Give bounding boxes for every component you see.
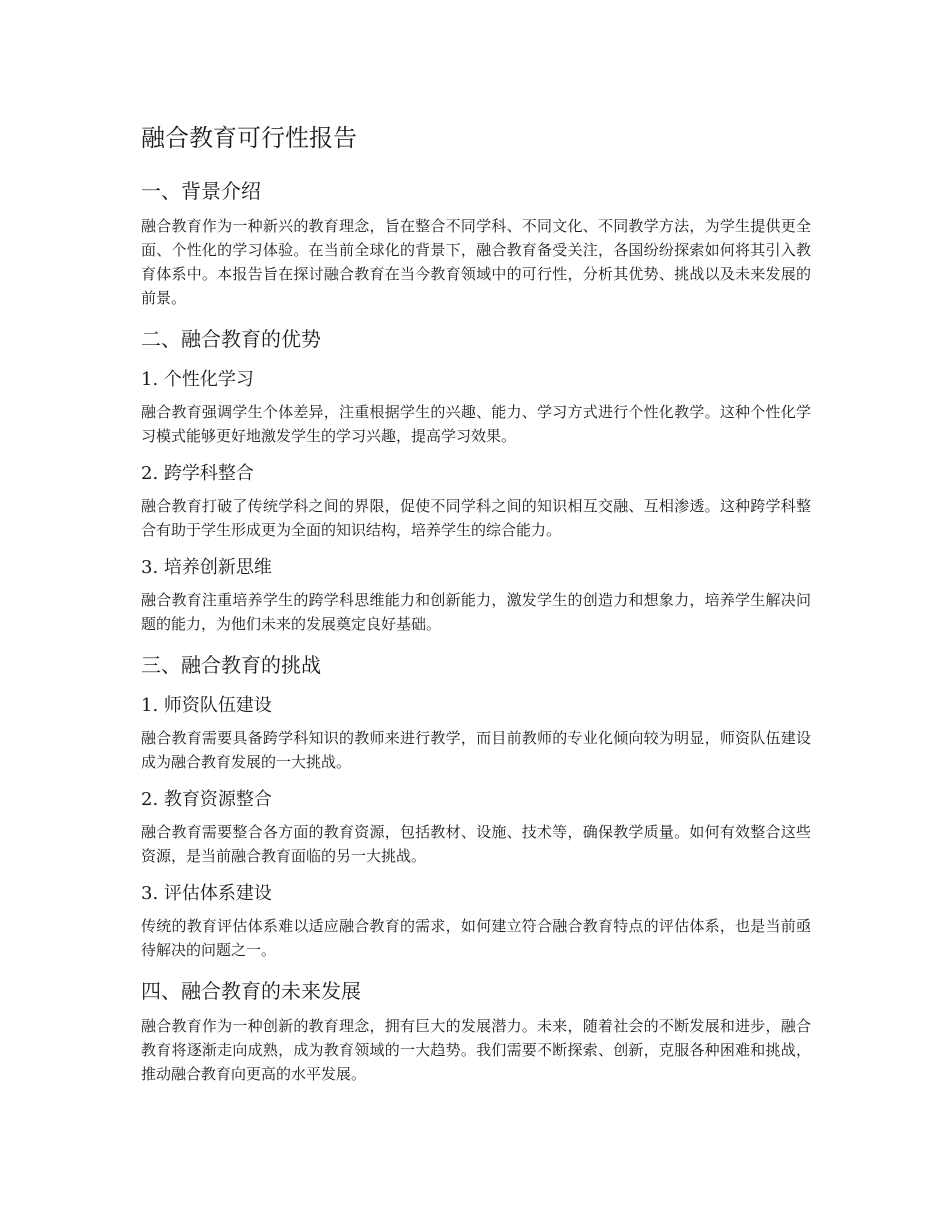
subsection-heading: 2. 跨学科整合 [141, 463, 254, 484]
subsection [141, 786, 811, 868]
subsection-heading: 3. 评估体系建设 [141, 883, 272, 904]
section-future [141, 974, 811, 1086]
subsection-heading: 2. 教育资源整合 [141, 789, 272, 810]
subsection-heading: 1. 师资队伍建设 [141, 695, 272, 716]
subsection [141, 554, 811, 636]
section-advantages [141, 322, 811, 636]
section-heading: 一、背景介绍 [141, 179, 261, 203]
section-paragraph: 融合教育作为一种创新的教育理念，拥有巨大的发展潜力。未来，随着社会的不断发展和进步，融合教育将逐渐走向成熟，成为教育领域的一大趋势。我们需要不断探索、创新，克服各种困难和挑战，推动融合教育向更高的水平发展。 [141, 1017, 811, 1083]
section-paragraph: 融合教育作为一种新兴的教育理念，旨在整合不同学科、不同文化、不同教学方法，为学生提供更全面、个性化的学习体验。在当前全球化的背景下，融合教育备受关注，各国纷纷探索如何将其引入教育体系中。本报告旨在探讨融合教育在当今教育领域中的可行性，分析其优势、挑战以及未来发展的前景。 [141, 217, 811, 307]
subsection-paragraph: 融合教育强调学生个体差异，注重根据学生的兴趣、能力、学习方式进行个性化教学。这种个性化学习模式能够更好地激发学生的学习兴趣，提高学习效果。 [141, 403, 811, 445]
section-heading: 三、融合教育的挑战 [141, 653, 321, 677]
subsection [141, 880, 811, 962]
section-challenges [141, 648, 811, 962]
section-background [141, 174, 811, 310]
subsection-paragraph: 传统的教育评估体系难以适应融合教育的需求，如何建立符合融合教育特点的评估体系，也是当前亟待解决的问题之一。 [141, 917, 811, 959]
subsection-paragraph: 融合教育需要具备跨学科知识的教师来进行教学，而目前教师的专业化倾向较为明显，师资队伍建设成为融合教育发展的一大挑战。 [141, 729, 811, 771]
subsection [141, 692, 811, 774]
subsection-paragraph: 融合教育需要整合各方面的教育资源，包括教材、设施、技术等，确保教学质量。如何有效整合这些资源，是当前融合教育面临的另一大挑战。 [141, 823, 811, 865]
subsection [141, 460, 811, 542]
subsection-paragraph: 融合教育注重培养学生的跨学科思维能力和创新能力，激发学生的创造力和想象力，培养学生解决问题的能力，为他们未来的发展奠定良好基础。 [141, 591, 811, 633]
subsection-heading: 3. 培养创新思维 [141, 557, 272, 578]
document-title: 融合教育可行性报告 [141, 124, 357, 152]
subsection-paragraph: 融合教育打破了传统学科之间的界限，促使不同学科之间的知识相互交融、互相渗透。这种跨学科整合有助于学生形成更为全面的知识结构，培养学生的综合能力。 [141, 497, 811, 539]
subsection [141, 366, 811, 448]
subsection-heading: 1. 个性化学习 [141, 369, 254, 390]
section-heading: 四、融合教育的未来发展 [141, 979, 361, 1003]
section-heading: 二、融合教育的优势 [141, 327, 321, 351]
document-page [141, 118, 811, 1098]
